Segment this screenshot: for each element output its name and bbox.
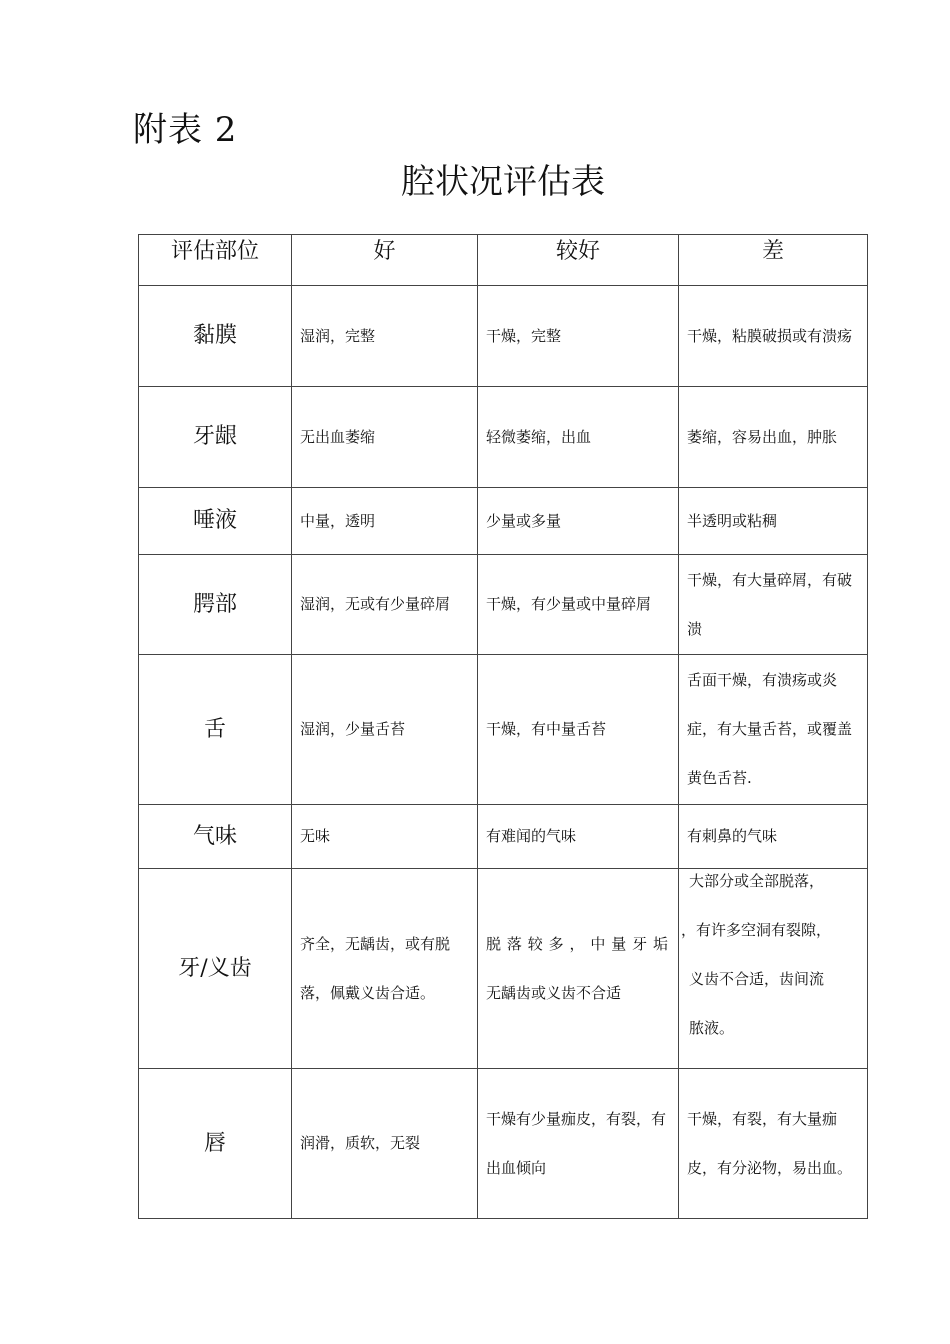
table-row bbox=[139, 655, 868, 805]
fair-cell: 干燥，完整 bbox=[478, 286, 679, 387]
site-cell: 黏膜 bbox=[139, 286, 292, 387]
good-cell: 湿润，完整 bbox=[292, 286, 478, 387]
table-row bbox=[139, 488, 868, 555]
table-row bbox=[139, 555, 868, 655]
appendix-label: 附表 2 bbox=[133, 110, 238, 150]
site-cell: 牙龈 bbox=[139, 387, 292, 488]
fair-cell: 少量或多量 bbox=[478, 488, 679, 555]
poor-cell: 有刺鼻的气味 bbox=[679, 805, 868, 869]
good-cell: 润滑，质软，无裂 bbox=[292, 1069, 478, 1219]
header-poor: 差 bbox=[679, 235, 868, 286]
good-cell: 湿润，少量舌苔 bbox=[292, 655, 478, 805]
document-title: 腔状况评估表 bbox=[401, 162, 605, 202]
fair-cell: 轻微萎缩，出血 bbox=[478, 387, 679, 488]
fair-cell bbox=[478, 869, 679, 1069]
header-fair: 较好 bbox=[478, 235, 679, 286]
fair-cell: 干燥，有少量或中量碎屑 bbox=[478, 555, 679, 655]
site-cell: 舌 bbox=[139, 655, 292, 805]
good-cell: 齐全，无龋齿，或有脱落，佩戴义齿合适。 bbox=[292, 869, 478, 1069]
site-cell: 唇 bbox=[139, 1069, 292, 1219]
poor-cell: 干燥，粘膜破损或有溃疡 bbox=[679, 286, 868, 387]
good-cell: 湿润，无或有少量碎屑 bbox=[292, 555, 478, 655]
site-cell: 腭部 bbox=[139, 555, 292, 655]
header-good: 好 bbox=[292, 235, 478, 286]
good-cell: 中量，透明 bbox=[292, 488, 478, 555]
header-site: 评估部位 bbox=[139, 235, 292, 286]
poor-line: ，有许多空洞有裂隙， bbox=[681, 921, 832, 939]
poor-cell: 干燥，有大量碎屑，有破溃 bbox=[679, 555, 868, 655]
poor-line: 大部分或全部脱落， bbox=[689, 872, 825, 890]
good-cell: 无味 bbox=[292, 805, 478, 869]
table-row bbox=[139, 869, 868, 1069]
poor-cell: 半透明或粘稠 bbox=[679, 488, 868, 555]
site-cell: 唾液 bbox=[139, 488, 292, 555]
poor-line: 义齿不合适，齿间流 bbox=[689, 970, 825, 988]
fair-cell: 干燥，有中量舌苔 bbox=[478, 655, 679, 805]
oral-assessment-table bbox=[138, 234, 868, 1219]
table-row bbox=[139, 387, 868, 488]
fair-line: 脱落较多，中量牙垢 bbox=[486, 934, 672, 953]
table-header-row bbox=[139, 235, 868, 286]
site-cell: 牙/义齿 bbox=[139, 869, 292, 1069]
site-cell: 气味 bbox=[139, 805, 292, 869]
fair-cell: 有难闻的气味 bbox=[478, 805, 679, 869]
table-row bbox=[139, 1069, 868, 1219]
poor-cell: 舌面干燥，有溃疡或炎症，有大量舌苔，或覆盖黄色舌苔. bbox=[679, 655, 868, 805]
fair-cell: 干燥有少量痂皮，有裂，有出血倾向 bbox=[478, 1069, 679, 1219]
good-cell: 无出血萎缩 bbox=[292, 387, 478, 488]
poor-cell: 萎缩，容易出血，肿胀 bbox=[679, 387, 868, 488]
fair-line: 无龋齿或义齿不合适 bbox=[486, 983, 622, 1002]
table-row bbox=[139, 286, 868, 387]
poor-cell bbox=[679, 869, 868, 1069]
poor-line: 脓液。 bbox=[689, 1019, 735, 1037]
poor-cell: 干燥，有裂，有大量痂皮，有分泌物，易出血。 bbox=[679, 1069, 868, 1219]
